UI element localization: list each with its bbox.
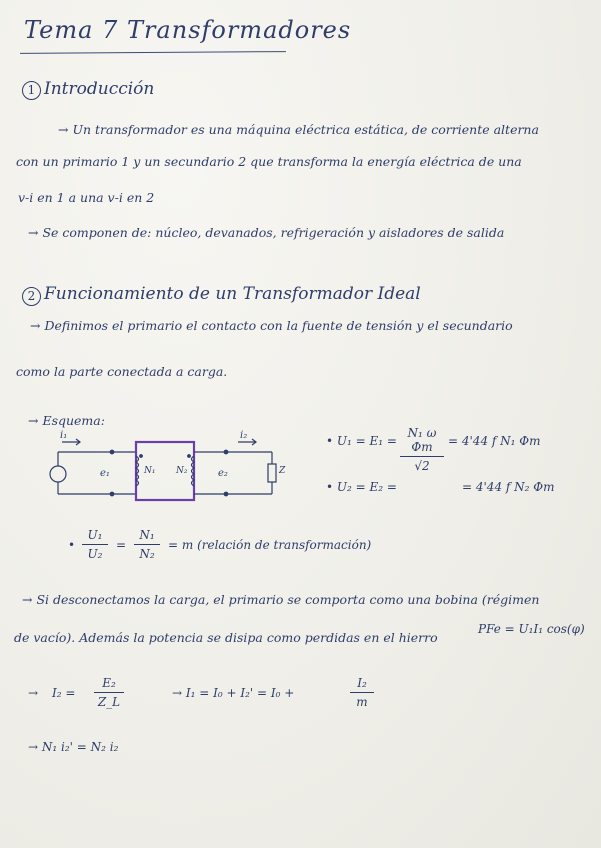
i1-equation: → I₁ = I₀ + I₂' = I₀ +: [172, 686, 295, 700]
section-2-heading: Funcionamiento de un Transformador Ideal: [44, 284, 421, 304]
u1-fraction-denominator: √2: [414, 459, 430, 473]
i1-denominator: m: [356, 695, 368, 709]
load-label: Z: [279, 466, 286, 476]
schema-label: → Esquema:: [28, 413, 105, 428]
ratio-numerator-2: N₁: [139, 528, 155, 542]
voltage-source-symbol: [50, 466, 66, 482]
i1-numerator: I₂: [357, 676, 367, 690]
ratio-bullet: •: [68, 538, 76, 552]
u1-equation-rhs: = 4'44 f N₁ Φm: [448, 434, 541, 448]
i1-label: i₁: [60, 430, 68, 441]
u2-equation-rhs: = 4'44 f N₂ Φm: [462, 480, 555, 494]
ratio-denominator-1: U₂: [87, 547, 103, 561]
section-1-line-2: con un primario 1 y un secundario 2 que transforma la energía eléctrica de una: [16, 154, 522, 169]
i2-equation-lhs: I₂ =: [52, 686, 76, 700]
u1-fraction-numerator: N₁ ω Φm: [407, 426, 437, 454]
ratio-result: = m (relación de transformación): [168, 538, 372, 552]
n1-label: N₁: [144, 466, 156, 476]
i2-fraction: [94, 676, 124, 709]
section-2-line-1: → Definimos el primario el contacto con la fuente de tensión y el secundario: [30, 318, 513, 333]
u1-equation-lhs: • U₁ = E₁ =: [326, 434, 397, 448]
e2-label: e₂: [218, 468, 228, 479]
i2-numerator: E₂: [102, 676, 116, 690]
iron-loss-formula: PFe = U₁I₁ cos(φ): [478, 622, 585, 636]
ratio-numerator-1: U₁: [87, 528, 103, 542]
vacio-line-2: de vacío). Además la potencia se disipa como perdidas en el hierro: [14, 630, 438, 645]
section-1-number: 1: [22, 81, 41, 100]
i2-arrow-mark: →: [28, 686, 39, 700]
i2-denominator: Z_L: [97, 695, 121, 709]
section-2-number: 2: [22, 287, 41, 306]
turns-ratio-fraction: [134, 528, 160, 561]
section-1-heading: Introducción: [44, 79, 155, 99]
section-1-line-3: v-i en 1 a una v-i en 2: [18, 190, 155, 205]
n2-label: N₂: [176, 466, 188, 476]
page-title: Tema 7 Transformadores: [24, 16, 352, 44]
i1-fraction: [350, 676, 374, 709]
section-1-line-1: → Un transformador es una máquina eléctrica estática, de corriente alterna: [58, 122, 539, 137]
ampere-turns-equation: → N₁ i₂' = N₂ i₂: [28, 740, 119, 754]
vacio-line-1: → Si desconectamos la carga, el primario se comporta como una bobina (régimen: [22, 592, 540, 607]
i2-label: i₂: [240, 430, 248, 441]
u1-fraction: [400, 426, 444, 473]
e1-label: e₁: [100, 468, 110, 479]
u2-equation-lhs: • U₂ = E₂ =: [326, 480, 397, 494]
ratio-denominator-2: N₂: [139, 547, 155, 561]
load-impedance: [268, 464, 276, 482]
section-2-line-2: como la parte conectada a carga.: [16, 364, 228, 379]
ratio-equals: =: [116, 538, 127, 552]
voltage-ratio-fraction: [82, 528, 108, 561]
section-1-line-4: → Se componen de: núcleo, devanados, refrigeración y aisladores de salida: [28, 225, 505, 240]
